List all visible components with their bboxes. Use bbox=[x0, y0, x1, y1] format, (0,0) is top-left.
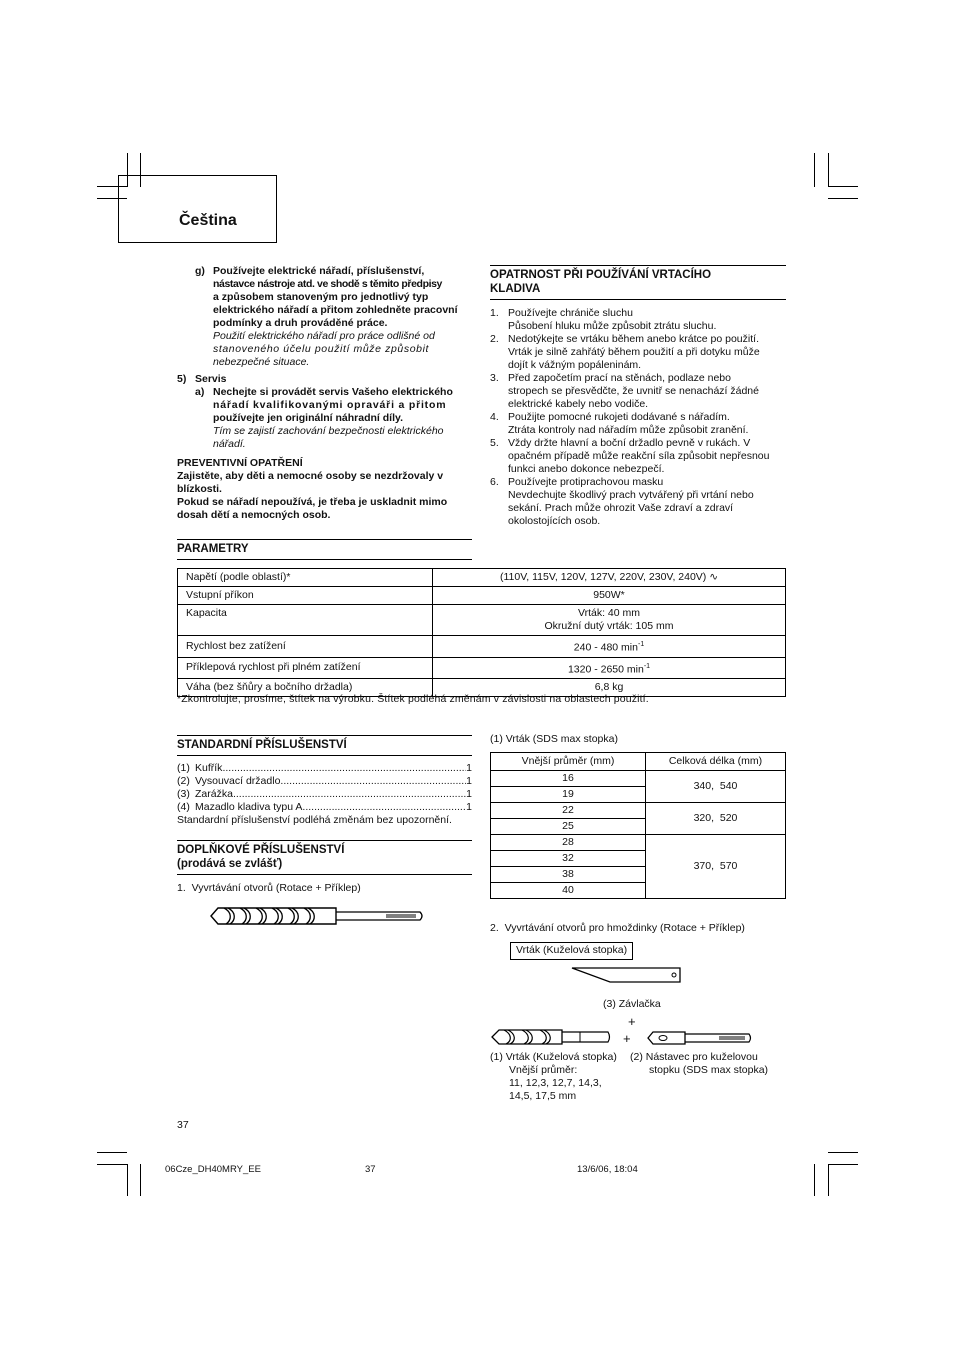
param-value bbox=[433, 657, 786, 679]
value-line: Okružní dutý vrták: 105 mm bbox=[544, 620, 674, 632]
italic-line: stanoveného účelu použití může způsobit bbox=[213, 343, 430, 355]
diameter-cell: 38 bbox=[491, 867, 646, 883]
language-box bbox=[118, 175, 277, 243]
list-item: 2. Nedotýkejte se vrtáku během anebo krátce po použití. bbox=[490, 333, 759, 345]
param-label: Váha (bez šňůry a bočního držadla) bbox=[178, 679, 433, 697]
list-item: funkci anebo dokonce nebezpečí. bbox=[508, 463, 665, 475]
sds-drill-bit-illustration bbox=[208, 903, 426, 929]
table-row bbox=[178, 657, 786, 679]
item-label: a) bbox=[195, 386, 205, 398]
list-item: Ztráta kontroly nad nářadím může způsobit zranění. bbox=[508, 424, 749, 436]
column-header: Vnější průměr (mm) bbox=[491, 753, 646, 771]
list-item: elektrické kabely nebo vodiče. bbox=[508, 398, 649, 410]
param-label: Napětí (podle oblastí)* bbox=[178, 569, 433, 587]
heading-line: KLADIVA bbox=[490, 283, 541, 295]
caption-line: stopku (SDS max stopka) bbox=[649, 1064, 769, 1076]
table-row bbox=[491, 835, 786, 851]
value-text: 1320 - 2650 min bbox=[567, 663, 644, 675]
caption-line: Vnější průměr: bbox=[509, 1064, 578, 1076]
table-row bbox=[178, 605, 786, 636]
preventive-line: blízkosti. bbox=[177, 483, 222, 495]
diameter-cell: 40 bbox=[491, 883, 646, 899]
diameter-cell: 25 bbox=[491, 819, 646, 835]
length-cell: 340, 540 bbox=[646, 771, 786, 803]
caution-list bbox=[490, 307, 786, 528]
bold-line: podmínky a druh prováděné práce. bbox=[213, 317, 388, 329]
param-value: (110V, 115V, 120V, 127V, 220V, 230V, 240V) ∿ bbox=[433, 569, 786, 587]
list-item: dojít k vážným popáleninám. bbox=[508, 359, 642, 371]
column-header: Celková délka (mm) bbox=[646, 753, 786, 771]
list-item: Působení hluku může způsobit ztrátu sluchu. bbox=[508, 320, 717, 332]
drill-table-caption: (1) Vrták (SDS max stopka) bbox=[490, 733, 618, 745]
param-value: 6,8 kg bbox=[433, 679, 786, 697]
item-body bbox=[213, 265, 472, 369]
parameters-footnote: *Zkontrolujte, prosíme, štítek na výrobku. Štítek podléhá změnám v závislosti na oblastech použití. bbox=[177, 693, 649, 705]
box-label: Vrták (Kuželová stopka) bbox=[516, 944, 628, 956]
list-item: (3) Zarážka ..... 1 bbox=[177, 788, 472, 801]
footer-page: 37 bbox=[365, 1164, 376, 1175]
cotter-caption: (3) Závlačka bbox=[603, 998, 661, 1010]
taper-adapter-illustration bbox=[645, 1028, 755, 1048]
drill-table bbox=[490, 752, 786, 899]
taper-drill-label-box bbox=[510, 942, 633, 960]
diameter-cell: 22 bbox=[491, 803, 646, 819]
list-item: (4) Mazadlo kladiva typu A ..... 1 bbox=[177, 801, 472, 814]
footer-file: 06Cze_DH40MRY_EE bbox=[165, 1164, 261, 1175]
table-row bbox=[178, 636, 786, 658]
heading-line: STANDARDNÍ PŘÍSLUŠENSTVÍ bbox=[177, 739, 347, 751]
value-text: 240 - 480 min bbox=[573, 641, 638, 654]
servis-title: Servis bbox=[195, 373, 227, 385]
param-value bbox=[433, 605, 786, 636]
optional-item-1: 1. Vyvrtávání otvorů (Rotace + Příklep) bbox=[177, 882, 361, 894]
bold-line: Používejte elektrické nářadí, příslušenství, bbox=[213, 265, 425, 277]
italic-line: Použití elektrického nářadí pro práce odlišné od bbox=[213, 330, 435, 342]
list-item: 1. Používejte chrániče sluchu bbox=[490, 307, 633, 319]
taper-drill-illustration bbox=[490, 1026, 615, 1048]
footer-date: 13/6/06, 18:04 bbox=[577, 1164, 638, 1175]
caption-line: (1) Vrták (Kuželová stopka) bbox=[490, 1051, 617, 1063]
length-cell: 370, 570 bbox=[646, 835, 786, 899]
servis-number: 5) bbox=[177, 373, 187, 385]
italic-line: Tím se zajistí zachování bezpečnosti elektrického bbox=[213, 425, 444, 437]
bold-line: a způsobem stanoveným pro jednotlivý typ bbox=[213, 291, 429, 303]
preventive-line: dosah dětí a nemocných osob. bbox=[177, 509, 331, 521]
bold-line: elektrického nářadí a přitom zohledněte pracovní bbox=[213, 304, 458, 316]
optional-heading bbox=[177, 840, 472, 875]
preventive-line: Zajistěte, aby děti a nemocné osoby se nezdržovaly v bbox=[177, 470, 444, 482]
preventive-line: Pokud se nářadí nepoužívá, je třeba je uskladnit mimo bbox=[177, 496, 448, 508]
param-label: Vstupní příkon bbox=[178, 587, 433, 605]
heading-line: PARAMETRY bbox=[177, 543, 249, 555]
list-item: 4. Použijte pomocné rukojeti dodávané s nářadím. bbox=[490, 411, 730, 423]
list-item: 5. Vždy držte hlavní a boční držadlo pevně v rukách. V bbox=[490, 437, 751, 449]
caption-line: 14,5, 17,5 mm bbox=[509, 1090, 577, 1102]
diameter-cell: 16 bbox=[491, 771, 646, 787]
heading-line: OPATRNOST PŘI POUŽÍVÁNÍ VRTACÍHO bbox=[490, 269, 712, 281]
parametry-heading bbox=[177, 539, 472, 560]
table-row bbox=[491, 771, 786, 787]
value-sup: -1 bbox=[637, 641, 645, 648]
standard-list bbox=[177, 762, 472, 827]
standard-note: Standardní příslušenství podléhá změnám bez upozornění. bbox=[177, 814, 452, 826]
bold-line: nástavce nástroje atd. ve shodě s těmito předpisy bbox=[213, 278, 442, 290]
taper-drill-caption bbox=[490, 1051, 630, 1103]
value-line: Vrták: 40 mm bbox=[577, 607, 641, 619]
param-value bbox=[433, 636, 786, 658]
page-number: 37 bbox=[177, 1119, 189, 1131]
diameter-cell: 28 bbox=[491, 835, 646, 851]
value-sup: -1 bbox=[643, 662, 651, 670]
length-cell: 320, 520 bbox=[646, 803, 786, 835]
standard-heading bbox=[177, 735, 472, 756]
param-label: Příklepová rychlost při plném zatížení bbox=[178, 657, 433, 679]
list-item: stropech se přesvědčte, že uvnitř se nenachází žádné bbox=[508, 385, 759, 397]
plus-sign: + bbox=[628, 1014, 636, 1029]
preventive-title: PREVENTIVNÍ OPATŘENÍ bbox=[177, 457, 303, 469]
item-body bbox=[213, 386, 472, 451]
list-item: (2) Vysouvací držadlo ..... 1 bbox=[177, 775, 472, 788]
preventive-section bbox=[177, 457, 472, 522]
list-item: 6. Používejte protiprachovou masku bbox=[490, 476, 664, 488]
bold-line: nářadí kvalifikovanými opraváři a přitom bbox=[213, 399, 447, 411]
list-item: 3. Před započetím prací na stěnách, podlaze nebo bbox=[490, 372, 731, 384]
table-header-row bbox=[491, 753, 786, 771]
diameter-cell: 19 bbox=[491, 787, 646, 803]
caption-line: 11, 12,3, 12,7, 14,3, bbox=[509, 1077, 602, 1089]
language-title: Čeština bbox=[179, 212, 237, 229]
table-row bbox=[491, 803, 786, 819]
italic-line: nebezpečné situace. bbox=[213, 356, 310, 368]
bold-line: používejte jen originální náhradní díly. bbox=[213, 412, 403, 424]
adapter-caption bbox=[630, 1051, 790, 1077]
list-item: Vrták je silně zahřátý během použití a při dotyku může bbox=[508, 346, 760, 358]
list-item: (1) Kufřík ..... 1 bbox=[177, 762, 472, 775]
list-item: Nevdechujte škodlivý prach vytvářený při vrtání nebo bbox=[508, 489, 754, 501]
item-label: g) bbox=[195, 265, 205, 277]
list-item: opačném případě může reakční síla způsobit nepřesnou bbox=[508, 450, 770, 462]
italic-line: nářadí. bbox=[213, 438, 246, 450]
caption-line: (2) Nástavec pro kuželovou bbox=[630, 1051, 758, 1063]
table-row bbox=[178, 569, 786, 587]
heading-line: DOPLŇKOVÉ PŘÍSLUŠENSTVÍ bbox=[177, 844, 345, 856]
list-item: sekání. Prach může ohrozit Vaše zdraví a zdraví bbox=[508, 502, 734, 514]
caution-heading bbox=[490, 265, 786, 300]
param-label: Rychlost bez zatížení bbox=[178, 636, 433, 658]
optional-item-2: 2. Vyvrtávání otvorů pro hmoždinky (Rotace + Příklep) bbox=[490, 922, 745, 934]
param-label: Kapacita bbox=[178, 605, 433, 636]
bold-line: Nechejte si provádět servis Vašeho elektrického bbox=[213, 386, 453, 398]
param-value: 950W* bbox=[433, 587, 786, 605]
diameter-cell: 32 bbox=[491, 851, 646, 867]
table-row bbox=[178, 587, 786, 605]
list-item: okolostojících osob. bbox=[508, 515, 601, 527]
cotter-illustration bbox=[570, 965, 685, 985]
parameters-table bbox=[177, 568, 786, 697]
heading-line: (prodává se zvlášť) bbox=[177, 858, 283, 870]
plus-sign: + bbox=[623, 1031, 631, 1046]
